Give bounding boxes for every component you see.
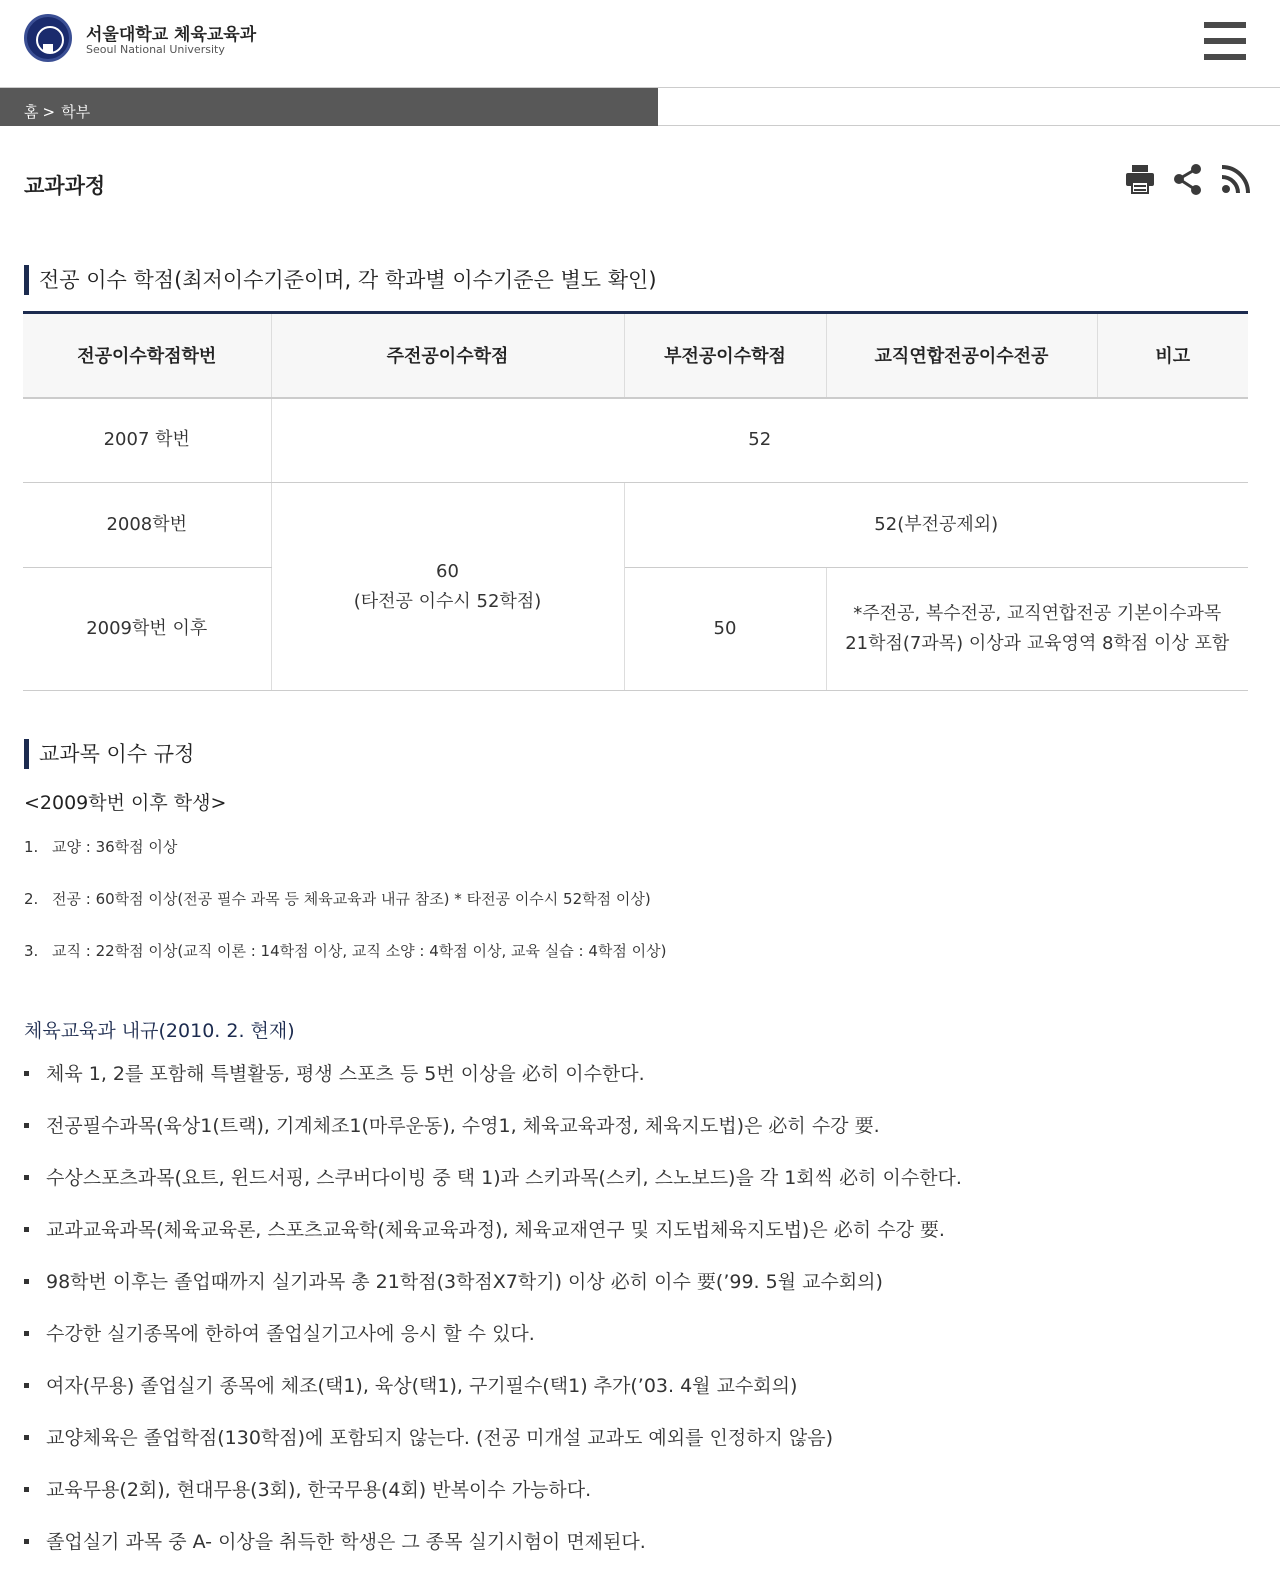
table-header: 주전공이수학점 — [271, 313, 624, 398]
rule-item — [24, 888, 651, 909]
list-item: 98학번 이후는 졸업때까지 실기과목 총 21학점(3학점X7학기) 이상 必히 이수 要(’99. 5월 교수회의) — [24, 1266, 1254, 1318]
list-item: 교양체육은 졸업학점(130학점)에 포함되지 않는다. (전공 미개설 교과도 예외를 인정하지 않음) — [24, 1422, 1254, 1474]
site-subtitle: Seoul National University — [86, 43, 225, 56]
breadcrumb-current[interactable]: 학부 — [61, 103, 91, 121]
breadcrumb — [0, 88, 658, 126]
section-title-credits: 전공 이수 학점(최저이수기준이며, 각 학과별 이수기준은 별도 확인) — [24, 265, 657, 295]
student-group-heading: <2009학번 이후 학생> — [24, 792, 227, 814]
print-icon[interactable] — [1124, 163, 1156, 195]
credits-table — [23, 311, 1248, 691]
site-title[interactable]: 서울대학교 체육교육과 — [86, 25, 257, 45]
site-header — [0, 0, 1280, 88]
rule-text: 교양 : 36학점 이상 — [52, 838, 178, 856]
list-item: 졸업실기 과목 중 A- 이상을 취득한 학생은 그 종목 실기시험이 면제된다. — [24, 1526, 1254, 1578]
table-cell-major — [271, 483, 624, 691]
rule-number: 2. — [24, 890, 39, 908]
list-item: 수강한 실기종목에 한하여 졸업실기고사에 응시 할 수 있다. — [24, 1318, 1254, 1370]
rule-text: 전공 : 60학점 이상(전공 필수 과목 등 체육교육과 내규 참조) * 타전공 이수시 52학점 이상) — [52, 890, 651, 908]
list-item: 여자(무용) 졸업실기 종목에 체조(택1), 육상(택1), 구기필수(택1) 추가(’03. 4월 교수회의) — [24, 1370, 1254, 1422]
table-header: 교직연합전공이수전공 — [826, 313, 1097, 398]
breadcrumb-separator: > — [42, 103, 56, 121]
department-rules-list — [24, 1058, 1254, 1578]
list-item: 교과교육과목(체육교육론, 스포츠교육학(체육교육과정), 체육교재연구 및 지도법체육지도법)은 必히 수강 要. — [24, 1214, 1254, 1266]
table-header: 전공이수학점학번 — [23, 313, 271, 398]
rule-number: 1. — [24, 838, 39, 856]
section-title-rules: 교과목 이수 규정 — [24, 739, 194, 769]
department-rules-heading: 체육교육과 내규(2010. 2. 현재) — [24, 1020, 295, 1042]
major-credits: 60 — [436, 560, 459, 582]
rss-icon[interactable] — [1220, 163, 1252, 195]
share-icon[interactable] — [1172, 163, 1204, 195]
page-title: 교과과정 — [24, 174, 106, 198]
university-emblem-icon[interactable] — [24, 14, 72, 62]
table-cell-minor: 50 — [624, 568, 826, 691]
hamburger-menu-icon[interactable] — [1204, 22, 1246, 60]
table-cell-year: 2007 학번 — [23, 398, 271, 483]
table-cell-year: 2008학번 — [23, 483, 271, 568]
table-header: 비고 — [1097, 313, 1248, 398]
table-cell-minor-merged: 52(부전공제외) — [624, 483, 1248, 568]
rule-number: 3. — [24, 942, 39, 960]
list-item: 전공필수과목(육상1(트랙), 기계체조1(마루운동), 수영1, 체육교육과정, 체육지도법)은 必히 수강 要. — [24, 1110, 1254, 1162]
list-item: 체육 1, 2를 포함해 특별활동, 평생 스포츠 등 5번 이상을 必히 이수한다. — [24, 1058, 1254, 1110]
table-cell-note: *주전공, 복수전공, 교직연합전공 기본이수과목 21학점(7과목) 이상과 교육영역 8학점 이상 포함 — [826, 568, 1248, 691]
divider — [658, 125, 1280, 126]
list-item: 수상스포츠과목(요트, 윈드서핑, 스쿠버다이빙 중 택 1)과 스키과목(스키, 스노보드)을 각 1회씩 必히 이수한다. — [24, 1162, 1254, 1214]
list-item: 교육무용(2회), 현대무용(3회), 한국무용(4회) 반복이수 가능하다. — [24, 1474, 1254, 1526]
rule-item — [24, 940, 666, 961]
rule-text: 교직 : 22학점 이상(교직 이론 : 14학점 이상, 교직 소양 : 4학점 이상, 교육 실습 : 4학점 이상) — [52, 942, 667, 960]
table-cell-value: 52 — [271, 398, 1248, 483]
table-cell-year: 2009학번 이후 — [23, 568, 271, 691]
table-header: 부전공이수학점 — [624, 313, 826, 398]
page-tools — [1124, 163, 1252, 195]
rule-item — [24, 836, 177, 857]
major-credits-note: (타전공 이수시 52학점) — [353, 590, 542, 612]
breadcrumb-home[interactable]: 홈 — [24, 103, 39, 121]
